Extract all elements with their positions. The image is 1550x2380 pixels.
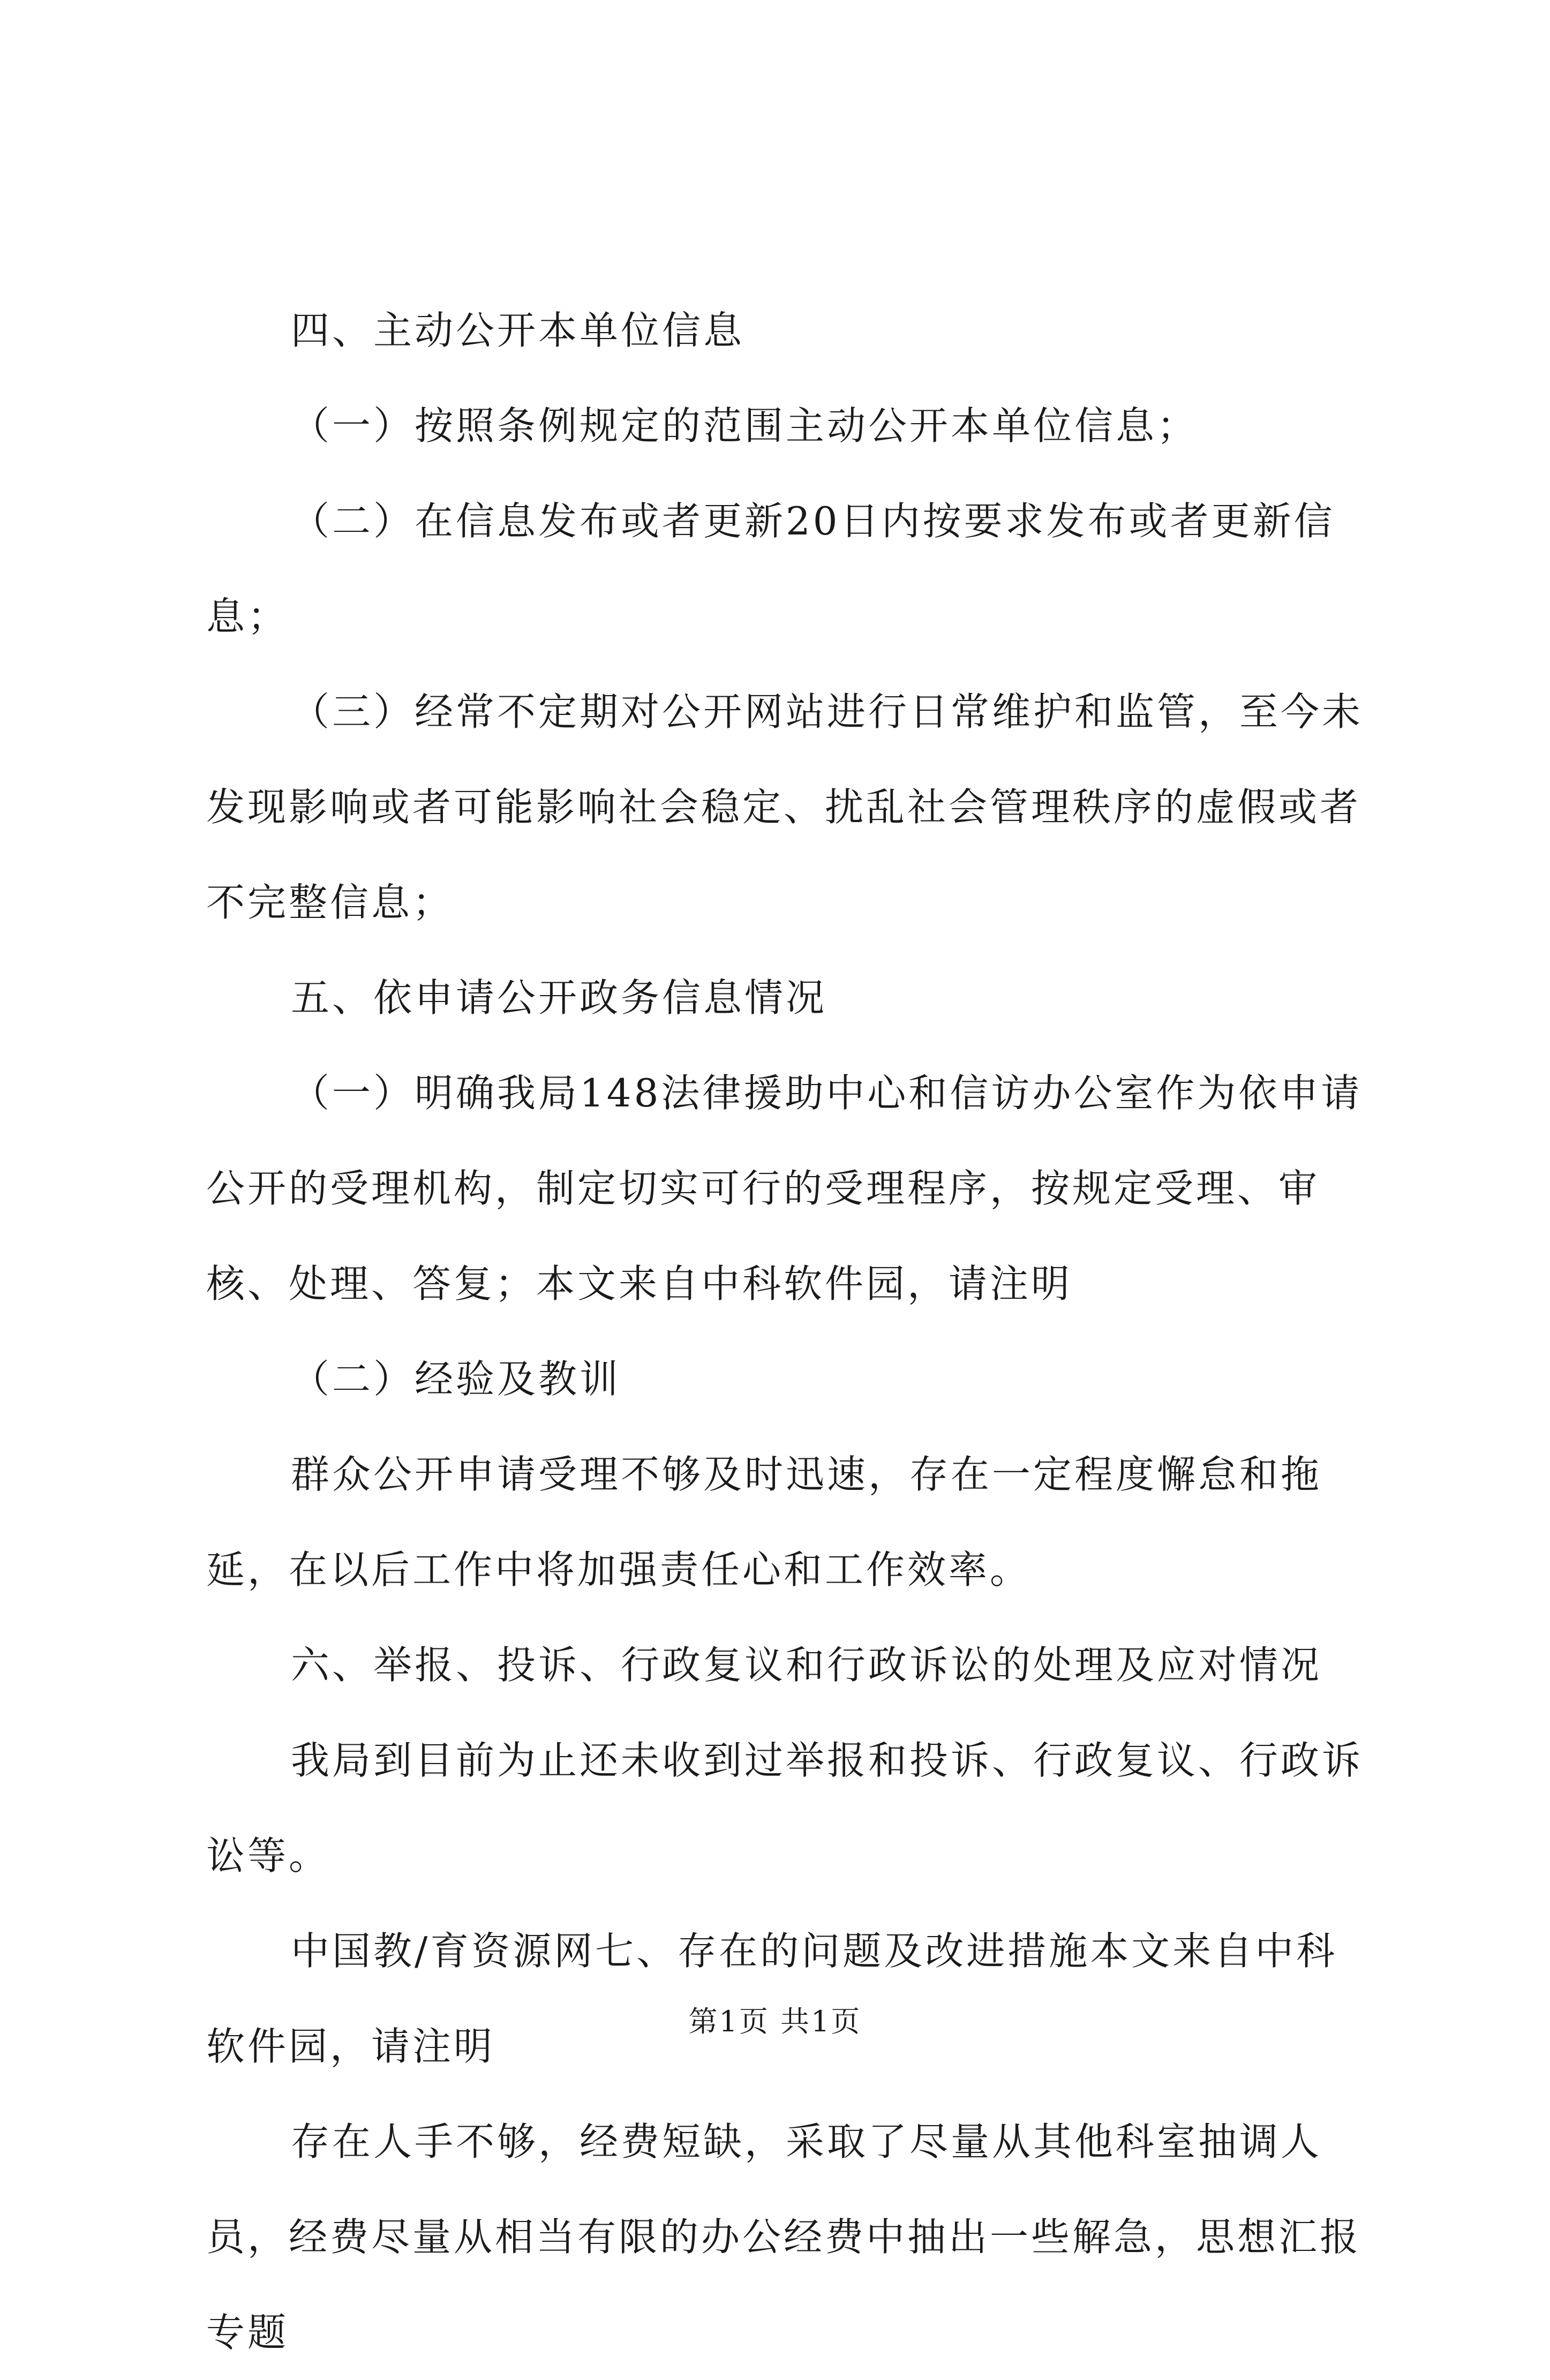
paragraph-4-3: （三）经常不定期对公开网站进行日常维护和监管，至今未发现影响或者可能影响社会稳定、扰乱社会管理秩序的虚假或者不完整信息； — [206, 689, 1364, 925]
section-heading-6: 六、举报、投诉、行政复议和行政诉讼的处理及应对情况 — [291, 1643, 1322, 1688]
paragraph-4-2: （二）在信息发布或者更新20日内按要求发布或者更新信息； — [206, 499, 1335, 639]
paragraph-5-2-body: 群众公开申请受理不够及时迅速，存在一定程度懈怠和拖延，在以后工作中将加强责任心和工作效率。 — [206, 1452, 1322, 1592]
document-body — [206, 283, 1371, 2380]
section-heading-7: 中国教/育资源网七、存在的问题及改进措施本文来自中科软件园，请注明 — [206, 1929, 1338, 2069]
paragraph-4-1: （一）按照条例规定的范围主动公开本单位信息； — [291, 403, 1199, 448]
paragraph-6-body: 我局到目前为止还未收到过举报和投诉、行政复议、行政诉讼等。 — [206, 1738, 1364, 1878]
section-heading-5: 五、依申请公开政务信息情况 — [291, 975, 827, 1020]
section-heading-4: 四、主动公开本单位信息 — [291, 308, 745, 353]
paragraph-5-2: （二）经验及教训 — [291, 1357, 621, 1402]
paragraph-7-body: 存在人手不够，经费短缺，采取了尽量从其他科室抽调人员，经费尽量从相当有限的办公经费中抽出一些解急，思想汇报专题 — [206, 2119, 1361, 2355]
paragraph-5-1: （一）明确我局148法律援助中心和信访办公室作为依申请公开的受理机构，制定切实可行的受理程序，按规定受理、审核、处理、答复；本文来自中科软件园，请注明 — [206, 1071, 1363, 1306]
page-footer: 第1页 共1页 — [688, 2005, 862, 2038]
